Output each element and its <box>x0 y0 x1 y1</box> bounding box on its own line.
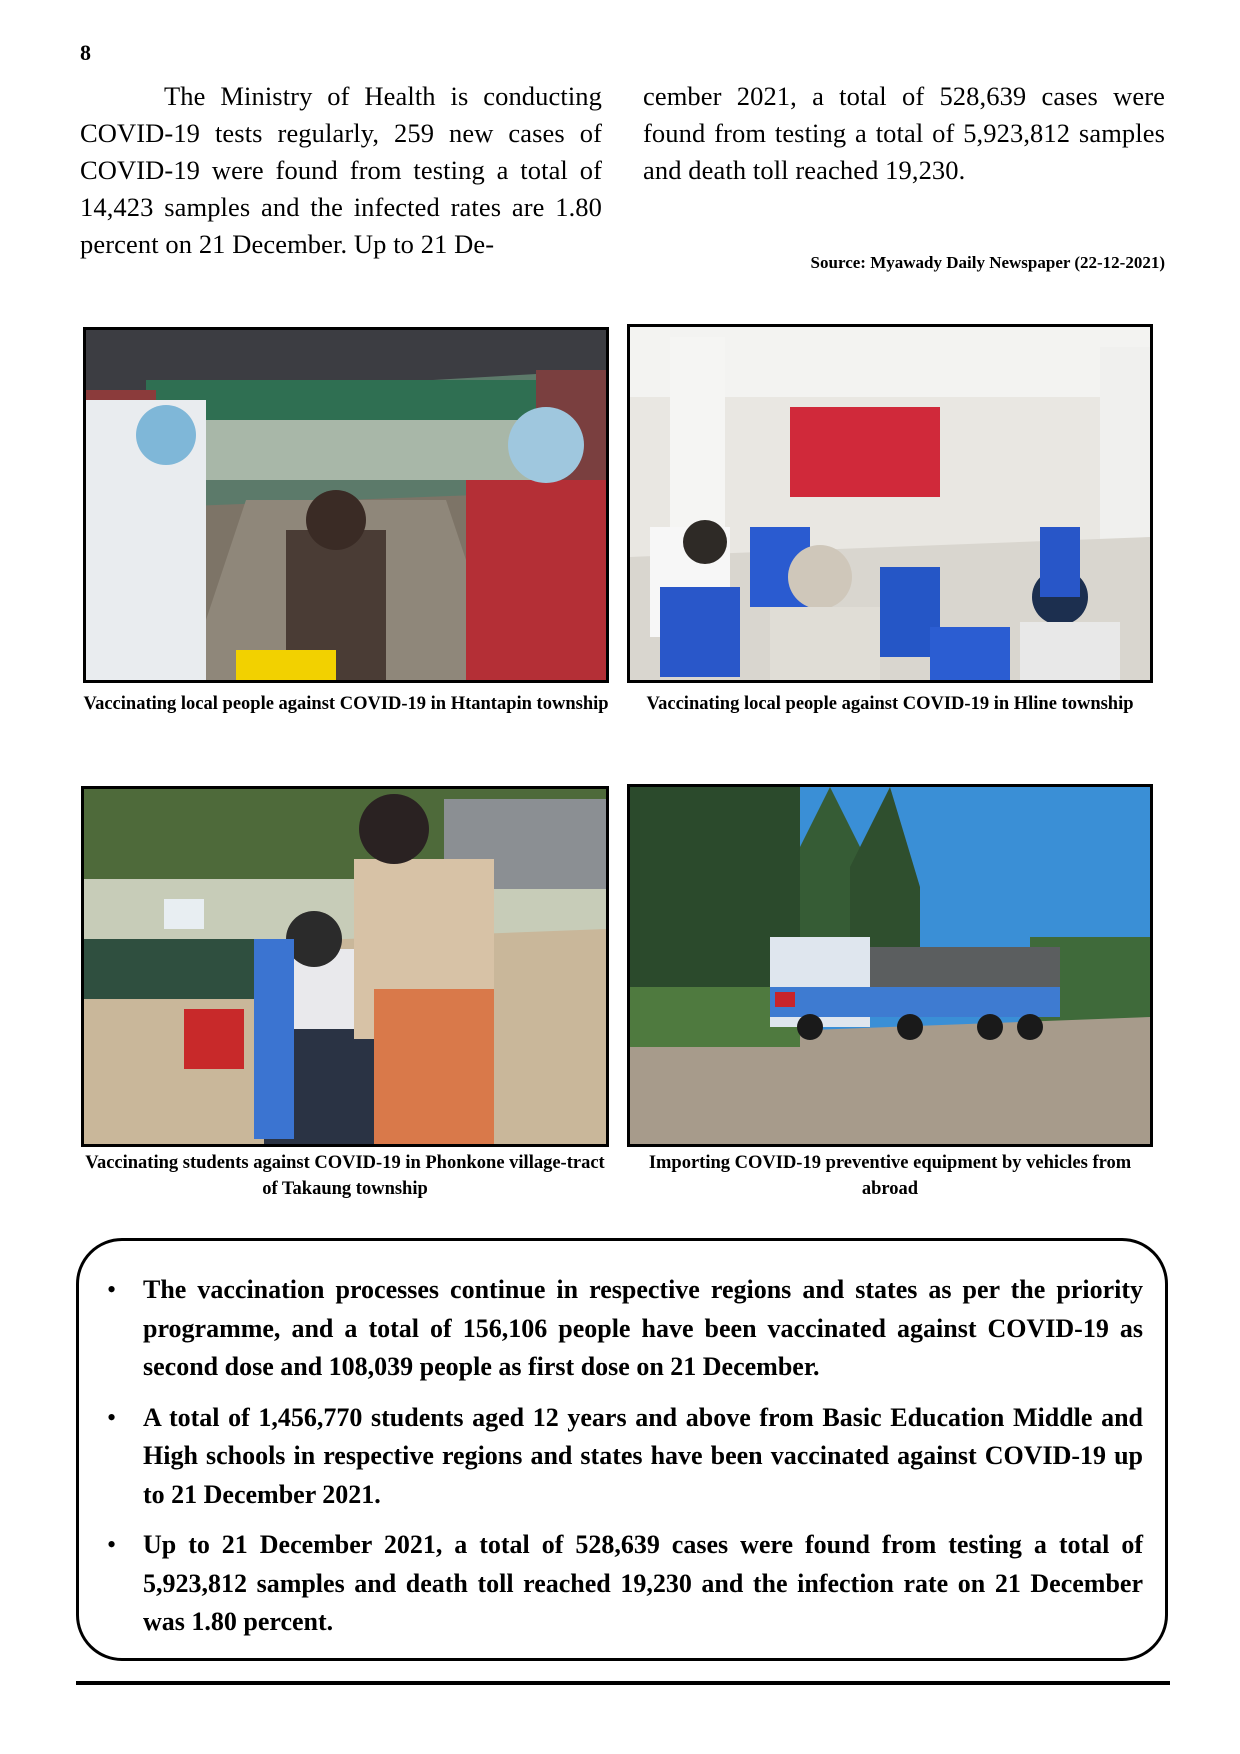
article-left-text: The Ministry of Health is conducting COVID-19 tests regularly, 259 new cases of COVID-19 were found from testing a total of 14,423 samples and the infected rates are 1.80 percent on 21 December. Up to 21 De- <box>80 81 602 259</box>
bullet-icon: • <box>107 1275 117 1304</box>
bullet-icon: • <box>107 1402 117 1432</box>
article-right-column <box>643 78 1165 189</box>
photo-caption-hline: Vaccinating local people against COVID-19 in Hline township <box>646 694 1134 714</box>
photo-caption-htantapin: Vaccinating local people against COVID-19 in Htantapin township <box>83 694 609 714</box>
photo-hline-vaccination <box>627 324 1153 683</box>
summary-item <box>107 1526 1143 1642</box>
photo-phonkone-students <box>81 786 609 1147</box>
summary-item <box>107 1399 1143 1515</box>
bottom-divider <box>76 1681 1170 1685</box>
summary-item <box>107 1271 1143 1387</box>
summary-box <box>76 1238 1168 1661</box>
photo-htantapin-vaccination <box>83 327 609 683</box>
summary-item-text: A total of 1,456,770 students aged 12 years and above from Basic Education Middle and High schools in respective regions and states have been vaccinated against COVID-19 up to 21 December 2021. <box>143 1402 1143 1509</box>
article-left-column <box>80 78 602 263</box>
summary-item-text: Up to 21 December 2021, a total of 528,639 cases were found from testing a total of 5,923,812 samples and death toll reached 19,230 and the infection rate on 21 December was 1.80 percent. <box>143 1530 1143 1636</box>
bullet-icon: • <box>107 1530 117 1559</box>
summary-item-text: The vaccination processes continue in respective regions and states as per the priority programme, and a total of 156,106 people have been vaccinated against COVID-19 as second dose and 108,039 people as first dose on 21 December. <box>143 1275 1143 1381</box>
source-credit: Source: Myawady Daily Newspaper (22-12-2021) <box>810 253 1165 272</box>
summary-list <box>107 1271 1143 1654</box>
photo-importing-truck <box>627 784 1153 1147</box>
article-right-text: cember 2021, a total of 528,639 cases were found from testing a total of 5,923,812 samples and death toll reached 19,230. <box>643 81 1165 185</box>
page-number: 8 <box>80 40 91 65</box>
photo-caption-importing: Importing COVID-19 preventive equipment by vehicles from abroad <box>648 1153 1132 1199</box>
photo-caption-phonkone: Vaccinating students against COVID-19 in Phonkone village-tract of Takaung township <box>85 1153 605 1199</box>
